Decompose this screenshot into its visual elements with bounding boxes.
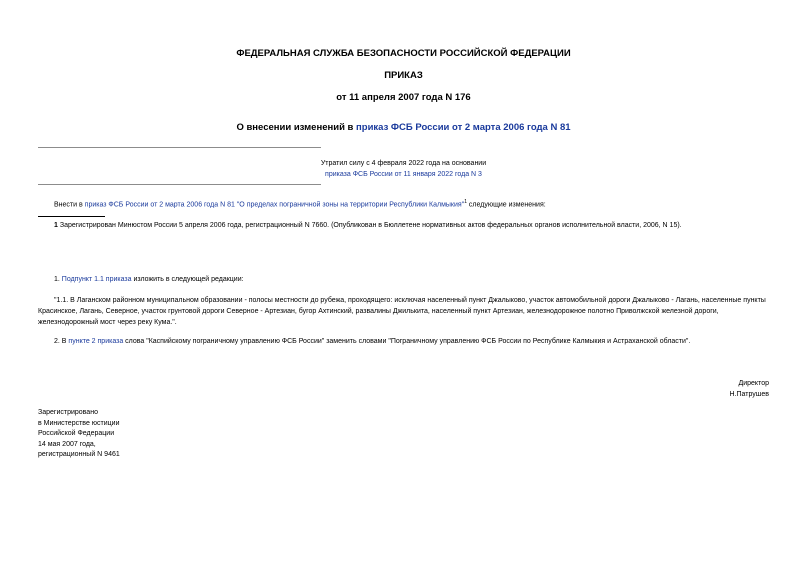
- intro-prefix: Внести в: [54, 201, 85, 209]
- footnote: [54, 220, 682, 231]
- item2-link[interactable]: пункте 2 приказа: [68, 338, 124, 345]
- item2-suffix: слова "Каспийскому пограничному управлению ФСБ России" заменить словами "Пограничному управлению ФСБ России по Республике Калмыкия и Астраханской области".: [123, 338, 691, 345]
- signature-name: Н.Патрушев: [729, 391, 769, 398]
- item-1: [54, 274, 244, 285]
- intro-suffix: следующие изменения:: [466, 201, 546, 209]
- intro-footnote-mark[interactable]: 1: [464, 199, 467, 205]
- item1-link[interactable]: Подпункт 1.1 приказа: [61, 276, 132, 283]
- registration-line: регистрационный N 9461: [38, 451, 120, 458]
- intro-link[interactable]: приказ ФСБ России от 2 марта 2006 года N 81 "О пределах пограничной зоны на территории Республики Калмыкия": [84, 201, 465, 209]
- subject-prefix: О внесении изменений в: [236, 122, 357, 133]
- registration-line: 14 мая 2007 года,: [38, 440, 96, 448]
- registration-line: Российской Федерации: [38, 430, 115, 437]
- divider-top: [38, 147, 321, 148]
- doc-date: от 11 апреля 2007 года N 176: [336, 92, 471, 103]
- status-note-line2: [0, 169, 807, 180]
- status-note-link[interactable]: приказа ФСБ России от 11 января 2022 года N 3: [325, 171, 482, 178]
- registration-line: в Министерстве юстиции: [38, 419, 120, 427]
- item1-prefix: 1.: [54, 276, 62, 283]
- divider-bottom: [38, 184, 321, 185]
- doc-subject: [0, 122, 807, 133]
- item-2: [54, 336, 690, 347]
- status-note-line1: Утратил силу с 4 февраля 2022 года на основании: [320, 160, 487, 167]
- subject-link[interactable]: приказ ФСБ России от 2 марта 2006 года N 81: [356, 122, 571, 133]
- doc-type: ПРИКАЗ: [384, 70, 423, 81]
- item2-prefix: 2. В: [54, 338, 69, 345]
- footnote-text: Зарегистрирован Минюстом России 5 апреля 2006 года, регистрационный N 7660. (Опубликован в Бюллетене нормативных актов федеральных органов исполнительной власти, 2006, N 15).: [57, 222, 682, 229]
- footnote-separator: [38, 216, 105, 217]
- registration-block: [38, 408, 120, 461]
- intro-paragraph: [54, 197, 546, 210]
- footnote-mark: 1: [54, 222, 58, 229]
- quote-paragraph: "1.1. В Лаганском районном муниципальном образовании - полосы местности до рубежа, проходящего: исключая населенный пункт Джалыково, участок автомобильной дороги Джалыково - Лагань, населенные пункты Красинское, Лагань, Северное, участок грунтовой дороги Северное - Артезиан, бугор Ахтинский, развалины Джилькита, населенный пункт Артезиан, железнодорожное полотно Приволжской железной дороги, железнодорожный мост через реку Кума.".: [38, 297, 766, 326]
- signature-block: [729, 378, 769, 400]
- item1-suffix: изложить в следующей редакции:: [131, 276, 244, 283]
- signature-position: Директор: [738, 380, 769, 387]
- agency-title: ФЕДЕРАЛЬНАЯ СЛУЖБА БЕЗОПАСНОСТИ РОССИЙСКОЙ ФЕДЕРАЦИИ: [236, 48, 571, 59]
- registration-line: Зарегистрировано: [38, 409, 98, 416]
